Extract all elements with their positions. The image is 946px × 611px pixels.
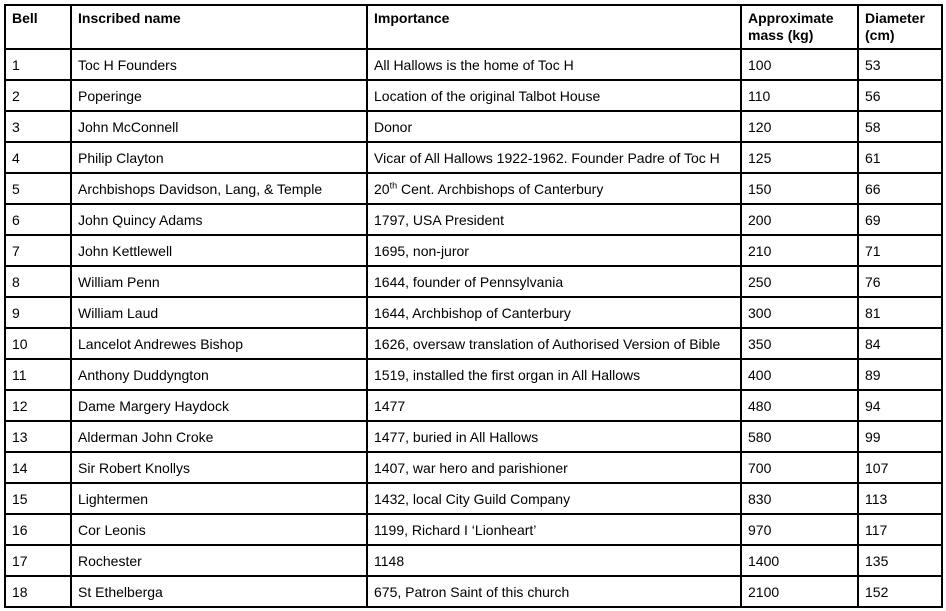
cell-mass: 580 <box>741 421 858 452</box>
cell-name: Sir Robert Knollys <box>71 452 367 483</box>
cell-importance: 1407, war hero and parishioner <box>367 452 741 483</box>
cell-mass: 300 <box>741 297 858 328</box>
cell-mass: 400 <box>741 359 858 390</box>
cell-bell: 12 <box>5 390 71 421</box>
cell-mass: 125 <box>741 142 858 173</box>
cell-mass: 700 <box>741 452 858 483</box>
cell-name: Alderman John Croke <box>71 421 367 452</box>
cell-bell: 11 <box>5 359 71 390</box>
cell-importance: 1644, Archbishop of Canterbury <box>367 297 741 328</box>
table-row <box>5 49 942 80</box>
cell-importance: 1797, USA President <box>367 204 741 235</box>
bells-table <box>4 4 943 608</box>
cell-diameter: 71 <box>858 235 942 266</box>
cell-bell: 6 <box>5 204 71 235</box>
table-row <box>5 359 942 390</box>
cell-bell: 16 <box>5 514 71 545</box>
cell-importance: 1519, installed the first organ in All Hallows <box>367 359 741 390</box>
table-row <box>5 483 942 514</box>
column-header-mass: Approximate mass (kg) <box>741 5 858 49</box>
cell-diameter: 56 <box>858 80 942 111</box>
cell-importance: 1626, oversaw translation of Authorised Version of Bible <box>367 328 741 359</box>
header-row <box>5 5 942 49</box>
cell-bell: 14 <box>5 452 71 483</box>
cell-diameter: 84 <box>858 328 942 359</box>
cell-bell: 4 <box>5 142 71 173</box>
cell-diameter: 76 <box>858 266 942 297</box>
cell-diameter: 58 <box>858 111 942 142</box>
cell-name: Lightermen <box>71 483 367 514</box>
cell-bell: 9 <box>5 297 71 328</box>
cell-mass: 200 <box>741 204 858 235</box>
cell-importance: 675, Patron Saint of this church <box>367 576 741 607</box>
cell-mass: 210 <box>741 235 858 266</box>
cell-mass: 2100 <box>741 576 858 607</box>
cell-importance: 1148 <box>367 545 741 576</box>
cell-importance: Vicar of All Hallows 1922-1962. Founder Padre of Toc H <box>367 142 741 173</box>
table-row <box>5 545 942 576</box>
table-row <box>5 297 942 328</box>
cell-mass: 480 <box>741 390 858 421</box>
table-row <box>5 173 942 204</box>
cell-diameter: 89 <box>858 359 942 390</box>
table-row <box>5 452 942 483</box>
cell-mass: 970 <box>741 514 858 545</box>
table-row <box>5 390 942 421</box>
cell-name: Philip Clayton <box>71 142 367 173</box>
table-header <box>5 5 942 49</box>
cell-bell: 18 <box>5 576 71 607</box>
cell-importance: All Hallows is the home of Toc H <box>367 49 741 80</box>
cell-diameter: 117 <box>858 514 942 545</box>
table-row <box>5 421 942 452</box>
cell-mass: 110 <box>741 80 858 111</box>
superscript-text: th <box>389 179 398 190</box>
cell-mass: 350 <box>741 328 858 359</box>
cell-diameter: 94 <box>858 390 942 421</box>
cell-diameter: 69 <box>858 204 942 235</box>
cell-bell: 7 <box>5 235 71 266</box>
cell-importance: 1644, founder of Pennsylvania <box>367 266 741 297</box>
table-row <box>5 235 942 266</box>
column-header-name: Inscribed name <box>71 5 367 49</box>
table-row <box>5 266 942 297</box>
cell-importance: 1695, non-juror <box>367 235 741 266</box>
cell-diameter: 66 <box>858 173 942 204</box>
cell-name: John Quincy Adams <box>71 204 367 235</box>
cell-name: Lancelot Andrewes Bishop <box>71 328 367 359</box>
cell-diameter: 99 <box>858 421 942 452</box>
cell-diameter: 135 <box>858 545 942 576</box>
cell-diameter: 107 <box>858 452 942 483</box>
cell-importance: Donor <box>367 111 741 142</box>
cell-name: Anthony Duddyngton <box>71 359 367 390</box>
cell-name: Cor Leonis <box>71 514 367 545</box>
cell-mass: 150 <box>741 173 858 204</box>
table-row <box>5 111 942 142</box>
cell-importance: Location of the original Talbot House <box>367 80 741 111</box>
cell-mass: 250 <box>741 266 858 297</box>
cell-importance: 1432, local City Guild Company <box>367 483 741 514</box>
table-row <box>5 514 942 545</box>
cell-name: John McConnell <box>71 111 367 142</box>
cell-diameter: 81 <box>858 297 942 328</box>
cell-mass: 1400 <box>741 545 858 576</box>
cell-bell: 5 <box>5 173 71 204</box>
table-row <box>5 80 942 111</box>
cell-bell: 1 <box>5 49 71 80</box>
cell-bell: 10 <box>5 328 71 359</box>
cell-name: William Penn <box>71 266 367 297</box>
cell-bell: 3 <box>5 111 71 142</box>
table-body <box>5 49 942 607</box>
cell-mass: 830 <box>741 483 858 514</box>
cell-diameter: 61 <box>858 142 942 173</box>
table-row <box>5 204 942 235</box>
cell-importance <box>367 173 741 204</box>
cell-name: Dame Margery Haydock <box>71 390 367 421</box>
cell-name: William Laud <box>71 297 367 328</box>
cell-bell: 13 <box>5 421 71 452</box>
cell-mass: 100 <box>741 49 858 80</box>
cell-importance: 1199, Richard I ‘Lionheart’ <box>367 514 741 545</box>
table-row <box>5 142 942 173</box>
cell-name: Archbishops Davidson, Lang, & Temple <box>71 173 367 204</box>
cell-mass: 120 <box>741 111 858 142</box>
cell-importance: 1477 <box>367 390 741 421</box>
table-row <box>5 576 942 607</box>
column-header-diameter: Diameter (cm) <box>858 5 942 49</box>
text-segment: 20 <box>374 180 390 197</box>
cell-name: Rochester <box>71 545 367 576</box>
cell-name: Poperinge <box>71 80 367 111</box>
cell-name: St Ethelberga <box>71 576 367 607</box>
column-header-importance: Importance <box>367 5 741 49</box>
table-row <box>5 328 942 359</box>
cell-bell: 2 <box>5 80 71 111</box>
cell-name: Toc H Founders <box>71 49 367 80</box>
cell-bell: 8 <box>5 266 71 297</box>
cell-diameter: 152 <box>858 576 942 607</box>
column-header-bell: Bell <box>5 5 71 49</box>
cell-bell: 15 <box>5 483 71 514</box>
cell-name: John Kettlewell <box>71 235 367 266</box>
cell-diameter: 53 <box>858 49 942 80</box>
cell-bell: 17 <box>5 545 71 576</box>
text-segment: Cent. Archbishops of Canterbury <box>397 180 604 197</box>
cell-importance: 1477, buried in All Hallows <box>367 421 741 452</box>
cell-diameter: 113 <box>858 483 942 514</box>
